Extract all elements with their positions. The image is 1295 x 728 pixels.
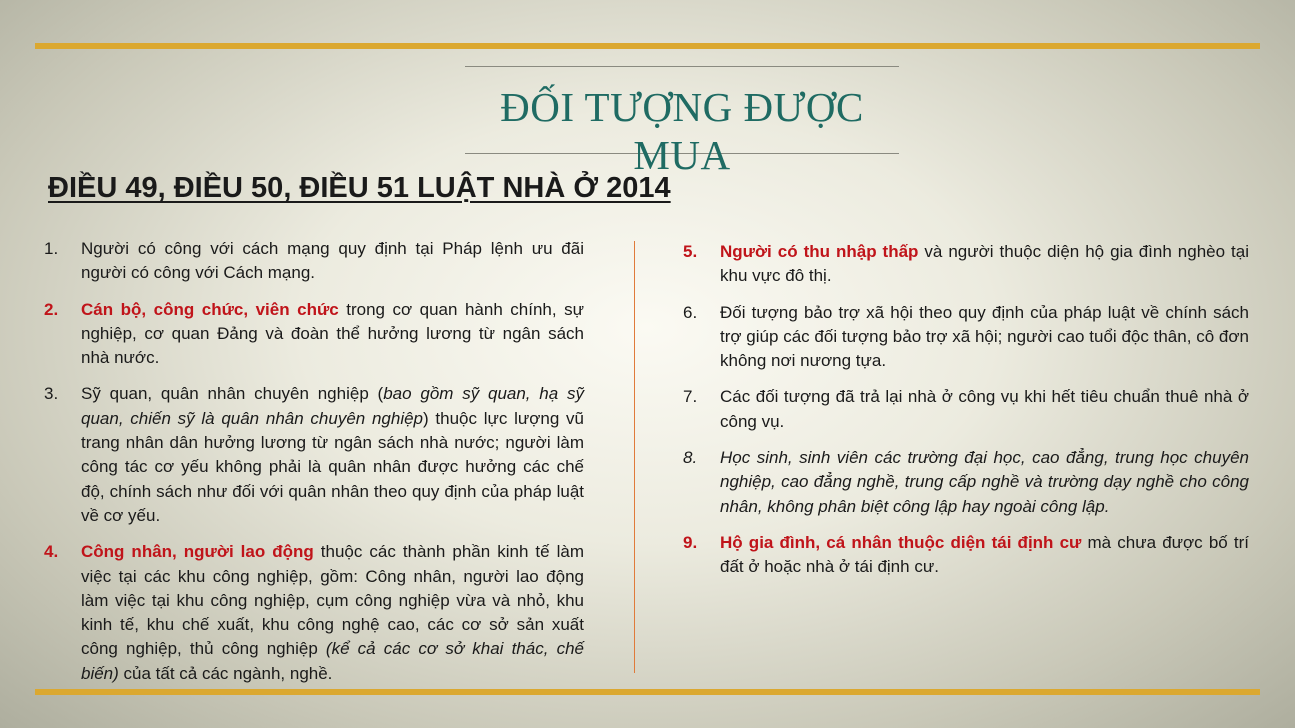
left-column	[44, 237, 584, 698]
slide-subtitle: ĐIỀU 49, ĐIỀU 50, ĐIỀU 51 LUẬT NHÀ Ở 2014	[48, 172, 671, 204]
list-item	[44, 298, 584, 371]
highlight-text: Cán bộ, công chức, viên chức	[81, 299, 339, 319]
item-number: 4.	[44, 542, 59, 562]
column-divider	[634, 241, 635, 673]
bottom-accent-bar	[35, 689, 1260, 695]
item-text: Học sinh, sinh viên các trường đại học, cao đẳng, trung học chuyên nghiệp, cao đẳng nghề, trung cấp nghề và trường dạy nghề cho công nhân, không phân biệt công lập hay ngoài công lập.	[720, 448, 1249, 516]
item-text: Người có thu nhập thấp và người thuộc diện hộ gia đình nghèo tại khu vực đô thị.	[720, 242, 1249, 286]
item-text: Đối tượng bảo trợ xã hội theo quy định của pháp luật về chính sách trợ giúp các đối tượng bảo trợ xã hội; người cao tuổi độc thân, cô đơn không nơi nương tựa.	[720, 302, 1249, 371]
item-text: Cán bộ, công chức, viên chức trong cơ quan hành chính, sự nghiệp, cơ quan Đảng và đoàn thể hưởng lương từ ngân sách nhà nước.	[81, 299, 585, 368]
list-item	[683, 446, 1249, 519]
item-number: 5.	[683, 242, 698, 261]
item-number: 2.	[44, 299, 59, 319]
item-text: Công nhân, người lao động thuộc các thành phần kinh tế làm việc tại các khu công nghiệp, gồm: Công nhân, người lao động làm việc tại khu công nghiệp, cụm công nghiệp vừa và nhỏ, khu kinh tế, khu chế xuất, khu công nghệ cao, các cơ sở sản xuất công nghiệp, thủ công nghiệp (kể cả các cơ sở khai thác, chế biến) của tất cả các ngành, nghề.	[81, 542, 584, 683]
highlight-text: Hộ gia đình, cá nhân thuộc diện tái định cư	[720, 532, 1082, 552]
item-number: 7.	[683, 387, 698, 407]
list-item	[683, 531, 1249, 580]
item-number: 3.	[44, 384, 59, 404]
item-number: 1.	[44, 239, 59, 258]
list-item	[683, 301, 1249, 374]
item-number: 6.	[683, 302, 698, 322]
slide-title: ĐỐI TƯỢNG ĐƯỢC MUA	[500, 84, 864, 178]
highlight-text: Công nhân, người lao động	[81, 542, 314, 562]
item-text: Người có công với cách mạng quy định tại Pháp lệnh ưu đãi người có công với Cách mạng.	[81, 239, 584, 283]
title-frame	[465, 66, 899, 178]
list-item	[44, 237, 584, 286]
item-number: 9.	[683, 532, 698, 552]
item-text: Các đối tượng đã trả lại nhà ở công vụ khi hết tiêu chuẩn thuê nhà ở công vụ.	[720, 387, 1249, 431]
list-item	[683, 240, 1249, 289]
list-item	[683, 385, 1249, 434]
list-item	[44, 540, 584, 686]
item-text: Hộ gia đình, cá nhân thuộc diện tái định cư mà chưa được bố trí đất ở hoặc nhà ở tái định cư.	[720, 532, 1249, 577]
top-accent-bar	[35, 43, 1260, 49]
item-text: Sỹ quan, quân nhân chuyên nghiệp (bao gồm sỹ quan, hạ sỹ quan, chiến sỹ là quân nhân chuyên nghiệp) thuộc lực lượng vũ trang nhân dân hưởng lương từ ngân sách nhà nước; người làm công tác cơ yếu không phải là quân nhân được hưởng các chế độ, chính sách như đối với quân nhân theo quy định của pháp luật về cơ yếu.	[81, 384, 584, 525]
item-number: 8.	[683, 448, 698, 468]
highlight-text: Người có thu nhập thấp	[720, 242, 919, 261]
right-column	[683, 240, 1249, 592]
list-item	[44, 382, 584, 528]
